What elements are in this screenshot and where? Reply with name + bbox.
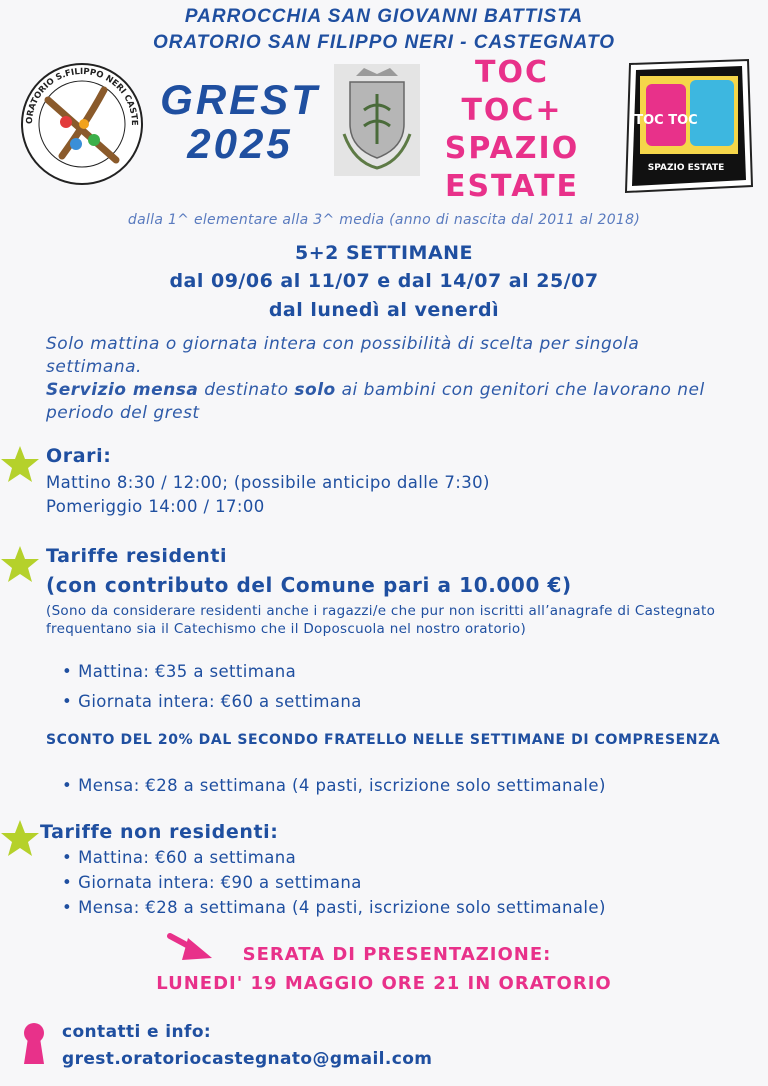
residenti-item-mensa: • Mensa: €28 a settimana (4 pasti, iscrizione solo settimanale) (62, 776, 606, 795)
oratorio-arc-text: ORATORIO S.FILIPPO NERI CASTE (24, 66, 140, 126)
orari-line-2: Pomeriggio 14:00 / 17:00 (46, 497, 265, 516)
contacts-email[interactable]: grest.oratoriocastegnato@gmail.com (62, 1049, 433, 1069)
star-icon (0, 818, 40, 858)
weeks-count: 5+2 SETTIMANE (294, 242, 474, 264)
comune-coat-of-arms (334, 64, 420, 176)
serata-date: LUNEDI' 19 MAGGIO ORE 21 IN ORATORIO (156, 973, 612, 994)
description-p1: Solo mattina o giornata intera con possibilità di scelta per singola settimana. (46, 334, 640, 377)
residenti-subtitle: (con contributo del Comune pari a 10.000 €) (46, 573, 572, 597)
residenti-title: Tariffe residenti (46, 545, 228, 567)
toc-title (426, 54, 598, 206)
non-residenti-item-mensa: • Mensa: €28 a settimana (4 pasti, iscrizione solo settimanale) (62, 898, 606, 917)
age-range: dalla 1^ elementare alla 3^ media (anno di nascita dal 2011 al 2018) (127, 212, 641, 228)
description (46, 333, 726, 425)
star-icon (0, 444, 40, 484)
contacts-label: contatti e info: (62, 1022, 212, 1042)
serata-title: SERATA DI PRESENTAZIONE: (242, 944, 552, 965)
header-parish: PARROCCHIA SAN GIOVANNI BATTISTA (184, 6, 584, 27)
mensa-service-label: Servizio mensa (46, 380, 199, 400)
description-p2-mid: destinato (198, 380, 295, 400)
description-p2 (46, 379, 726, 425)
toc-logo-sub: SPAZIO ESTATE (647, 163, 725, 173)
toc-line-1: TOC (475, 55, 549, 90)
toc-line-4: ESTATE (444, 169, 580, 204)
toc-line-2: TOC+ (461, 93, 563, 128)
toc-toc-logo (620, 58, 755, 194)
non-residenti-item-giornata: • Giornata intera: €90 a settimana (62, 873, 362, 892)
grest-year: 2025 (187, 120, 293, 167)
header-oratory: ORATORIO SAN FILIPPO NERI - CASTEGNATO (152, 32, 615, 53)
orari-title: Orari: (46, 445, 112, 467)
sibling-discount: SCONTO DEL 20% DAL SECONDO FRATELLO NELLE SETTIMANE DI COMPRESENZA (46, 732, 721, 748)
toc-logo-label: TOC TOC (634, 113, 698, 128)
solo-label: solo (294, 380, 336, 400)
weeks-dates: dal 09/06 al 11/07 e dal 14/07 al 25/07 (169, 270, 599, 292)
non-residenti-title: Tariffe non residenti: (40, 821, 279, 843)
grest-word: GREST (160, 76, 320, 123)
toc-line-3: SPAZIO (444, 131, 580, 166)
oratorio-logo (18, 60, 146, 188)
description-p2-end: ai bambini con genitori che lavorano nel periodo del grest (46, 380, 705, 423)
non-residenti-item-mattina: • Mattina: €60 a settimana (62, 848, 296, 867)
keyhole-icon (22, 1022, 46, 1066)
weeks-days: dal lunedì al venerdì (268, 299, 500, 321)
star-icon (0, 544, 40, 584)
residenti-item-mattina: • Mattina: €35 a settimana (62, 662, 296, 681)
orari-line-1: Mattino 8:30 / 12:00; (possibile anticipo dalle 7:30) (46, 473, 490, 492)
residenti-note: (Sono da considerare residenti anche i ragazzi/e che pur non iscritti all’anagrafe di Castegnato frequentano sia il Catechismo che il Doposcuola nel nostro oratorio) (46, 603, 716, 637)
grest-title (150, 78, 330, 166)
residenti-item-giornata: • Giornata intera: €60 a settimana (62, 692, 362, 711)
